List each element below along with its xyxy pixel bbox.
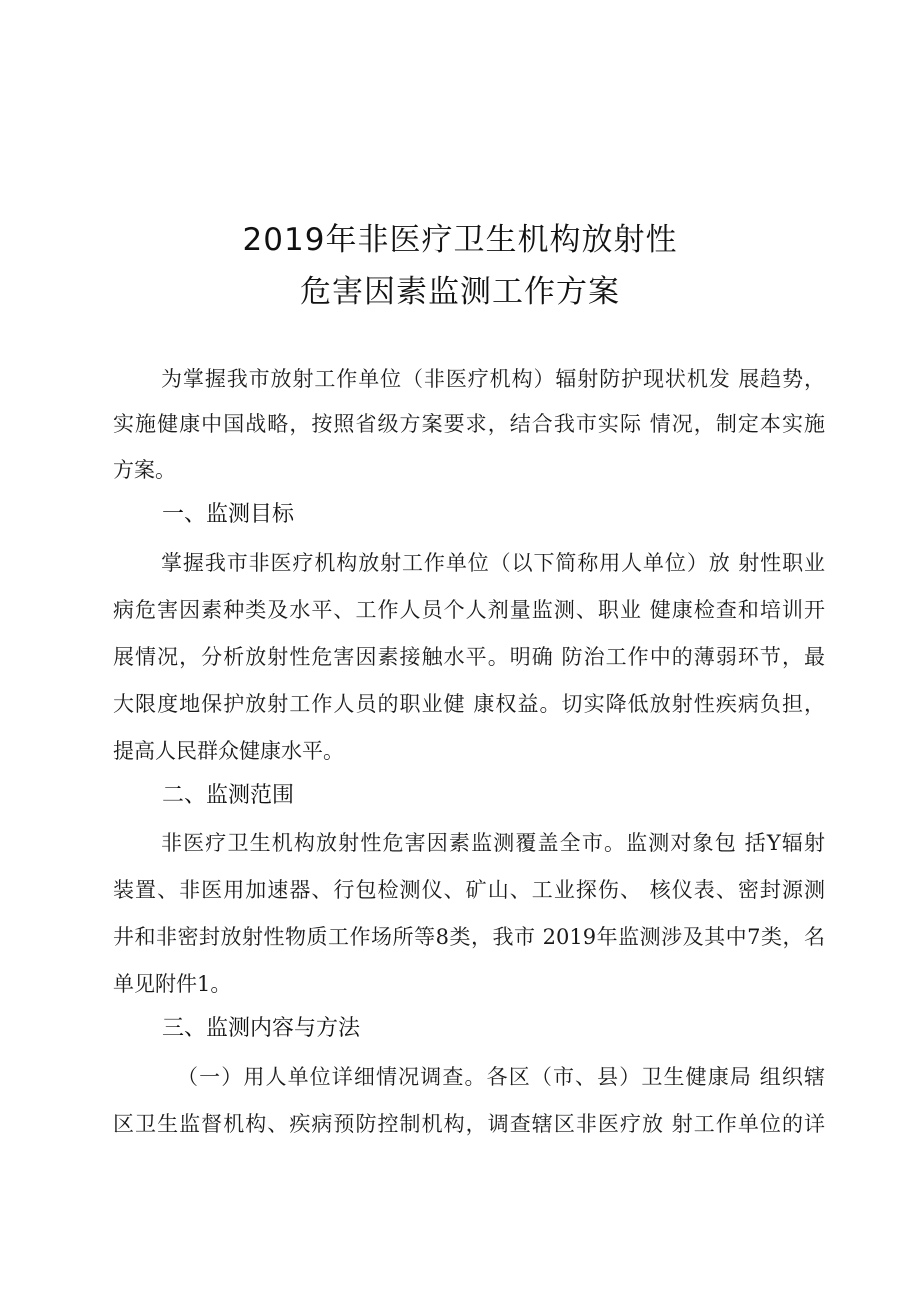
section-1-line-4: 大限度地保护放射工作人员的职业健 康权益。切实降低放射性疾病负担， xyxy=(113,692,825,716)
section-2-line-3: 井和非密封放射性物质工作场所等8类，我市 2019年监测涉及其中7类，名 xyxy=(113,925,825,949)
section-1-line-5: 提高人民群众健康水平。 xyxy=(113,739,344,763)
section-2-line-4: 单见附件1。 xyxy=(113,972,232,996)
section-2-line-2: 装置、非医用加速器、行包检测仪、矿山、工业探伤、 核仪表、密封源测 xyxy=(113,878,825,902)
section-3-line-2: 区卫生监督机构、疾病预防控制机构，调查辖区非医疗放 射工作单位的详 xyxy=(113,1112,825,1136)
section-1-line-1: 掌握我市非医疗机构放射工作单位（以下简称用人单位）放 射性职业 xyxy=(161,551,825,575)
intro-line-1: 为掌握我市放射工作单位（非医疗机构）辐射防护现状机发 展趋势， xyxy=(161,367,825,391)
document-title-line-1: 2019年非医疗卫生机构放射性 xyxy=(242,222,678,258)
section-3-line-1: （一）用人单位详细情况调查。各区（市、县）卫生健康局 组织辖 xyxy=(177,1065,825,1089)
section-1-line-3: 展情况，分析放射性危害因素接触水平。明确 防治工作中的薄弱环节，最 xyxy=(113,645,825,669)
section-2-heading: 二、监测范围 xyxy=(162,783,295,808)
section-3-heading: 三、监测内容与方法 xyxy=(162,1016,361,1041)
section-2-line-1: 非医疗卫生机构放射性危害因素监测覆盖全市。监测对象包 括Y辐射 xyxy=(161,831,825,855)
intro-line-3: 方案。 xyxy=(113,458,176,482)
section-1-heading: 一、监测目标 xyxy=(162,502,295,527)
document-title-line-2: 危害因素监测工作方案 xyxy=(300,274,620,310)
intro-line-2: 实施健康中国战略，按照省级方案要求，结合我市实际 情况，制定本实施 xyxy=(113,412,825,436)
section-1-line-2: 病危害因素种类及水平、工作人员个人剂量监测、职业 健康检查和培训开 xyxy=(113,598,825,622)
